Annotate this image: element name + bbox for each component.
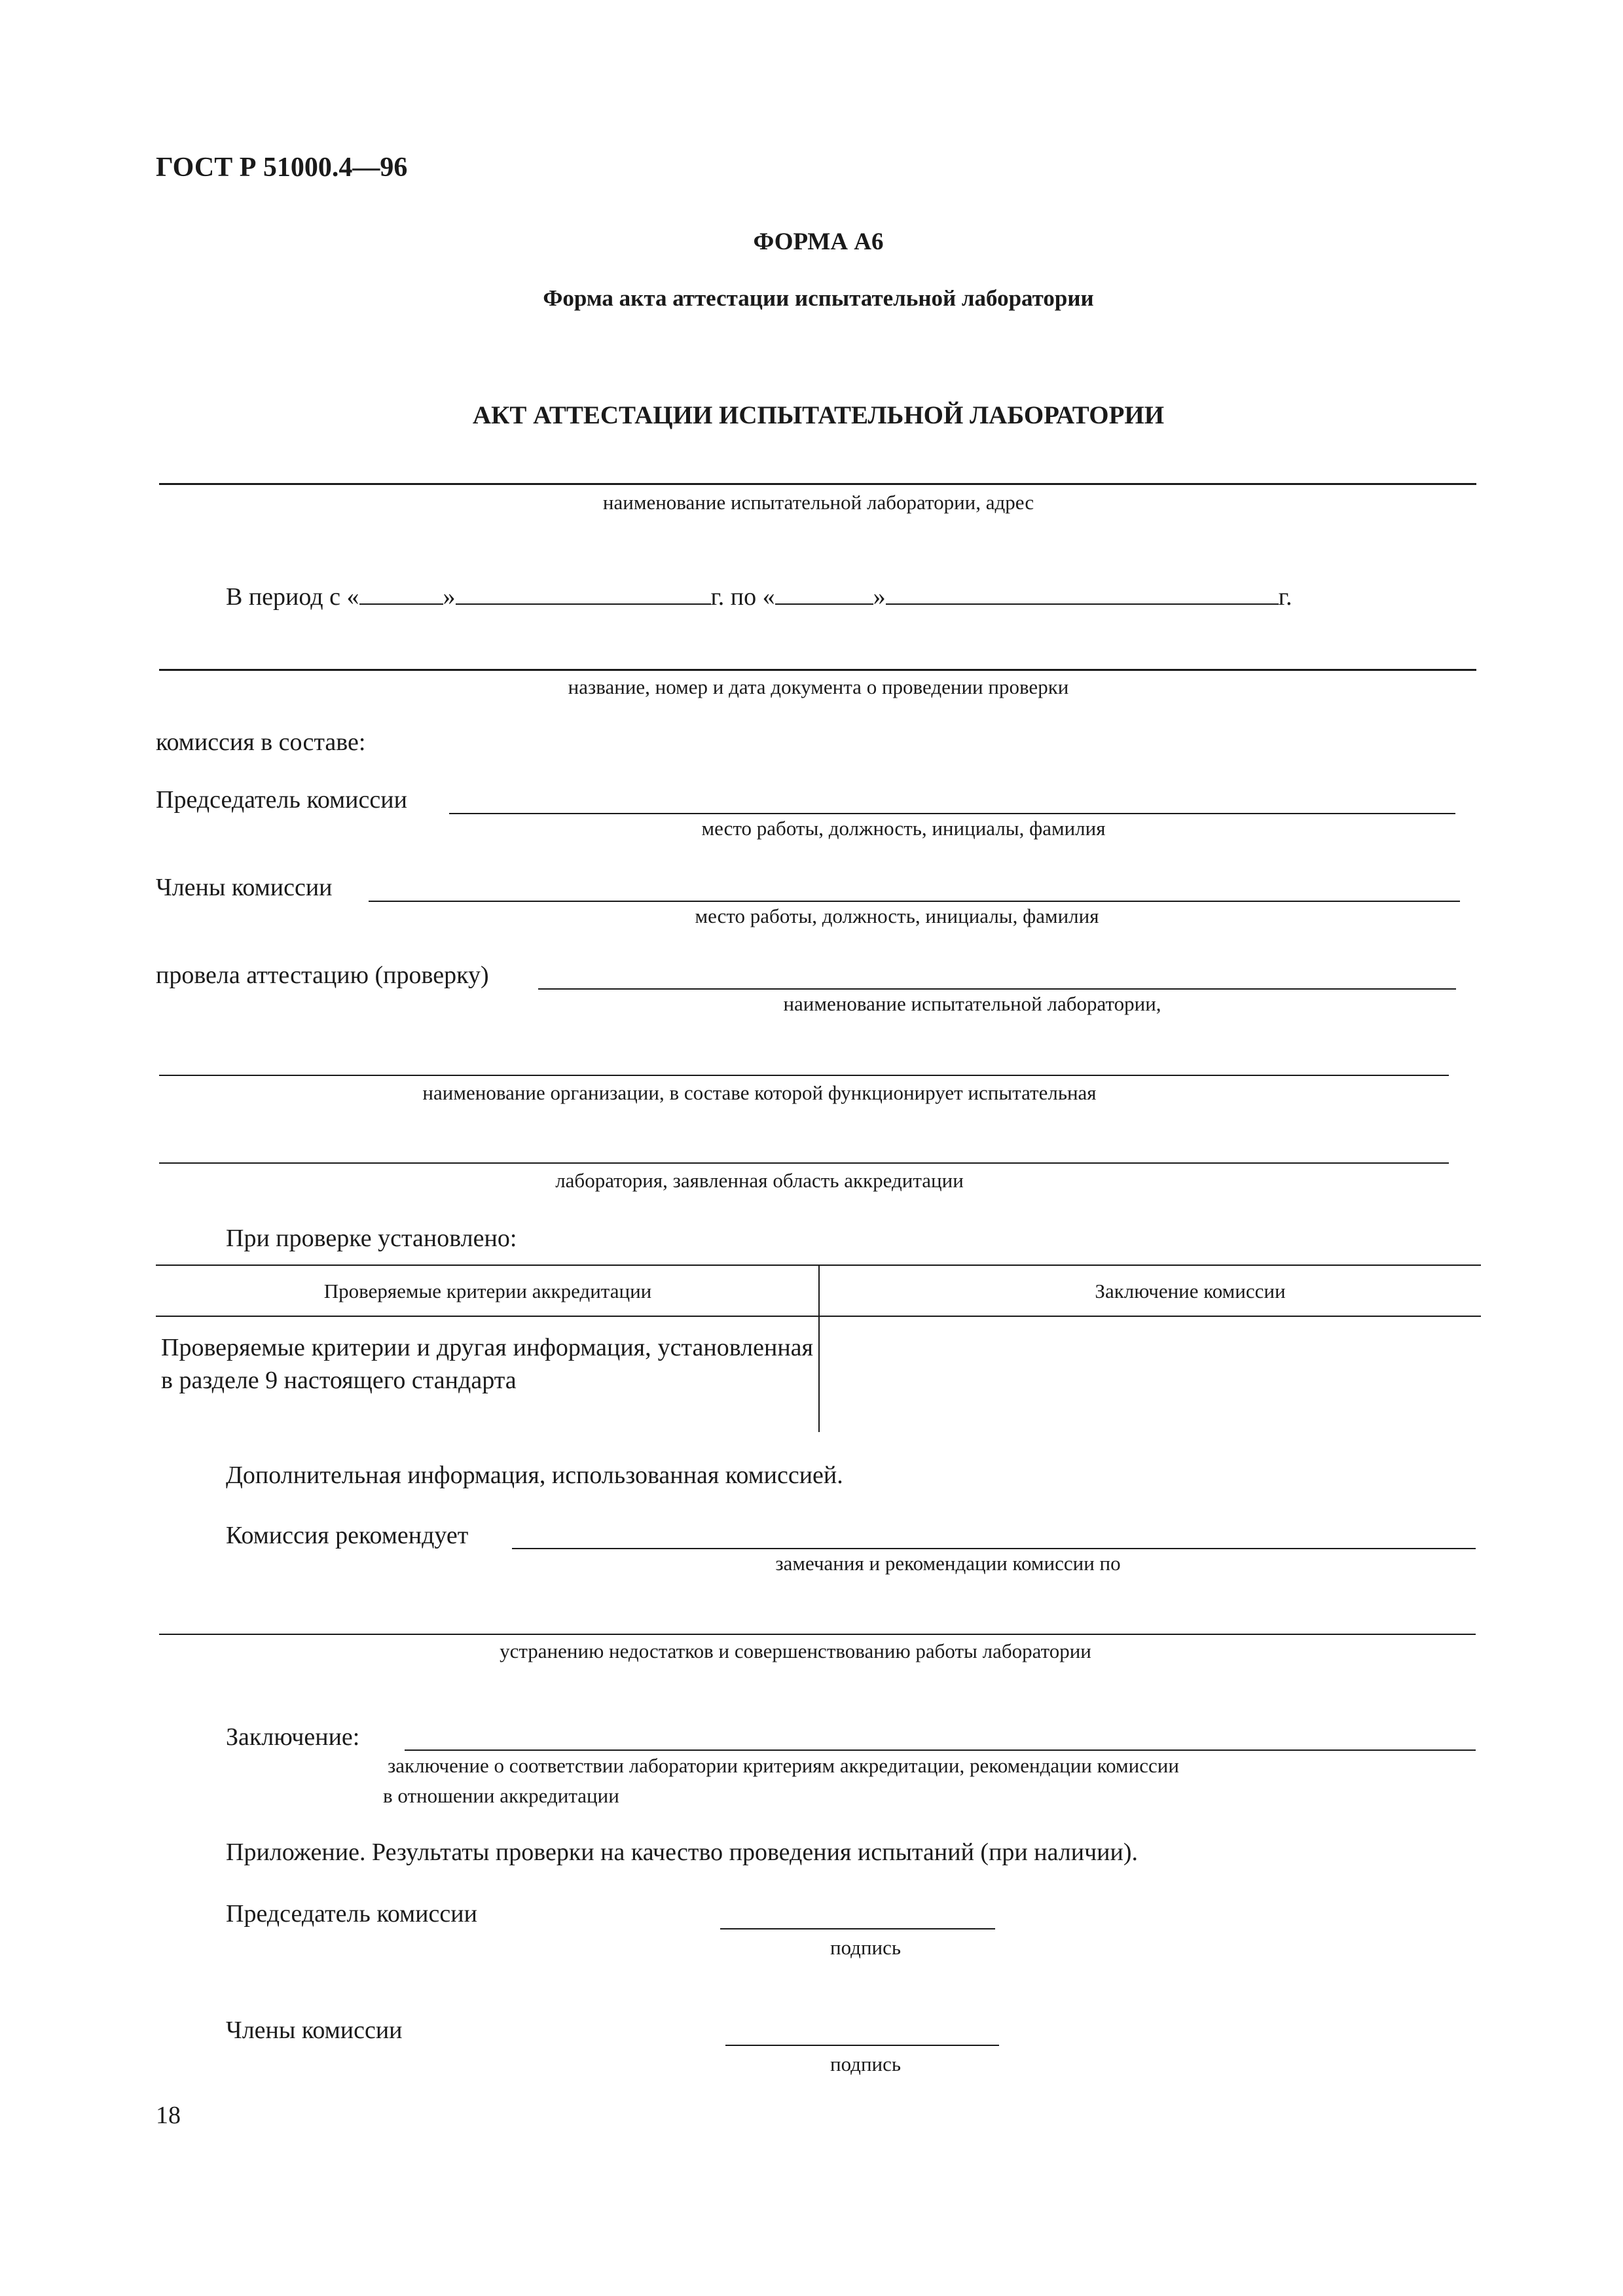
conclusion-caption-2: в отношении аккредитации (383, 1784, 619, 1807)
recommends-field[interactable] (512, 1548, 1476, 1549)
appendix-text: Приложение. Результаты проверки на качество проведения испытаний (при наличии). (226, 1839, 1139, 1866)
recommends-label: Комиссия рекомендует (226, 1522, 469, 1549)
period-year-from-label: г. по « (710, 583, 775, 611)
lab-scope-caption: лаборатория, заявленная область аккредитации (555, 1169, 964, 1192)
established-label: При проверке установлено: (226, 1225, 517, 1252)
signature-members-caption: подпись (830, 2053, 902, 2075)
org-name-caption: наименование организации, в составе которой функционирует испытательная (422, 1081, 1097, 1104)
period-quote-2: » (873, 583, 886, 611)
form-number: ФОРМА А6 (753, 228, 884, 255)
lab-name-address-caption: наименование испытательной лаборатории, адрес (602, 491, 1034, 514)
recommends-field-2[interactable] (159, 1634, 1476, 1635)
members-label: Члены комиссии (156, 874, 333, 901)
table-cell-criteria: Проверяемые критерии и другая информация, установленная в разделе 9 настоящего стандарта (161, 1334, 813, 1394)
conclusion-field[interactable] (405, 1749, 1476, 1751)
period-day-to[interactable] (775, 581, 873, 605)
table-header-conclusion: Заключение комиссии (1095, 1280, 1286, 1302)
additional-info-text: Дополнительная информация, использованная комиссией. (226, 1462, 843, 1489)
recommend-caption-1: замечания и рекомендации комиссии по (775, 1552, 1121, 1575)
lab-name-line[interactable] (159, 483, 1476, 485)
signature-chair-caption: подпись (830, 1936, 902, 1959)
form-subtitle: Форма акта аттестации испытательной лаборатории (543, 285, 1094, 311)
chair-details-caption: место работы, должность, инициалы, фамилия (701, 817, 1106, 840)
org-name-field[interactable] (159, 1075, 1449, 1076)
conducted-label: провела аттестацию (проверку) (156, 961, 489, 989)
lab-scope-field[interactable] (159, 1162, 1449, 1164)
period-quote-1: » (443, 583, 456, 611)
document-code: ГОСТ Р 51000.4—96 (156, 152, 408, 183)
members-field[interactable] (369, 901, 1460, 902)
conducted-field[interactable] (538, 988, 1456, 990)
period-row (226, 581, 1292, 611)
sign-chair-field[interactable] (720, 1928, 995, 1929)
document-info-line[interactable] (159, 669, 1476, 671)
conclusion-label: Заключение: (226, 1723, 360, 1751)
page-number: 18 (156, 2102, 181, 2129)
period-month-to[interactable] (886, 581, 1279, 605)
sign-members-label: Члены комиссии (226, 2017, 403, 2044)
table-column-divider (818, 1265, 820, 1432)
recommend-caption-2: устранению недостатков и совершенствованию работы лаборатории (500, 1640, 1091, 1662)
table-header-criteria: Проверяемые критерии аккредитации (323, 1280, 652, 1302)
act-title: АКТ АТТЕСТАЦИИ ИСПЫТАТЕЛЬНОЙ ЛАБОРАТОРИИ (472, 401, 1165, 429)
lab-name-caption: наименование испытательной лаборатории, (783, 992, 1161, 1015)
document-info-caption: название, номер и дата документа о проведении проверки (568, 675, 1069, 698)
period-day-from[interactable] (359, 581, 443, 605)
conclusion-caption-1: заключение о соответствии лаборатории критериям аккредитации, рекомендации комиссии (388, 1754, 1179, 1777)
chair-label: Председатель комиссии (156, 786, 407, 814)
members-details-caption: место работы, должность, инициалы, фамилия (695, 905, 1099, 927)
period-month-from[interactable] (456, 581, 711, 605)
sign-chair-label: Председатель комиссии (226, 1900, 477, 1928)
chair-field[interactable] (449, 813, 1455, 814)
period-year-to-label: г. (1278, 583, 1292, 611)
sign-members-field[interactable] (725, 2045, 999, 2046)
table-cell-conclusion[interactable] (822, 1318, 1477, 1429)
commission-label: комиссия в составе: (156, 728, 366, 756)
period-prefix: В период с « (226, 583, 359, 611)
